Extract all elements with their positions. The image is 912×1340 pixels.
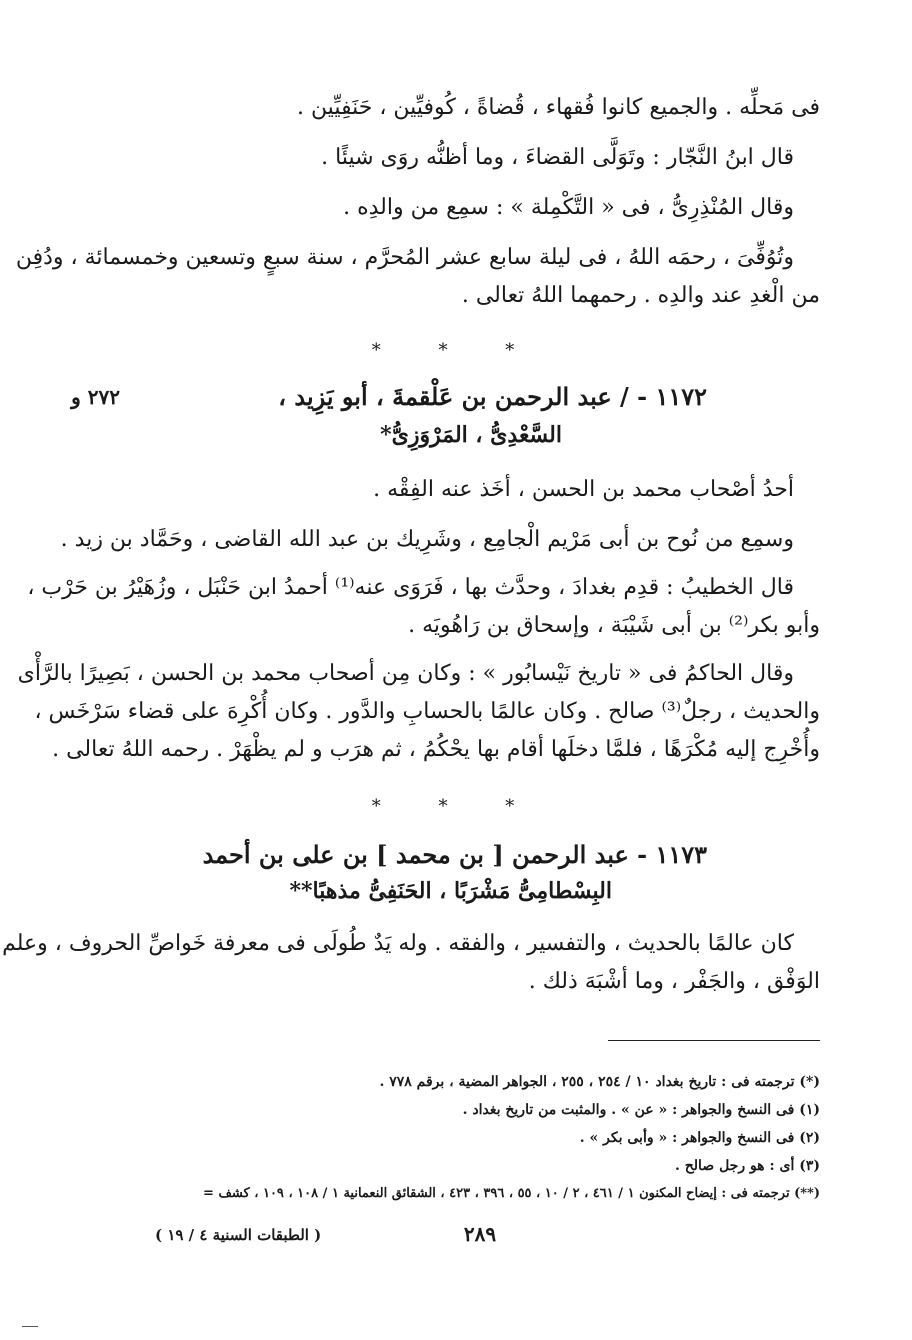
footnote: (**) ترجمته فى : إيضاح المكنون ١ / ٤٦١ ، ٢ / ١٠ ، ٥٥ ، ٣٩٦ ، ٤٢٣ ، الشقائق النعمانية ١ / ١٠٨ ، ١٠٩ ، كشف = bbox=[203, 1186, 820, 1201]
body-line: وأبو بكر⁽²⁾ بن أبى شَيْبَة ، وإسحاق بن رَاهُويَه . bbox=[408, 613, 820, 638]
body-line: وقال المُنْذِرِىُّ ، فى « التَّكْمِلة » : سمِع من والدِه . bbox=[343, 195, 794, 220]
footnote-rule bbox=[608, 1040, 820, 1041]
section-separator: * * * bbox=[371, 340, 541, 361]
body-line: من الْغدِ عند والدِه . رحمهما اللهُ تعالى . bbox=[461, 283, 820, 308]
footnote: (٢) فى النسخ والجواهر : « وأبى بكر » . bbox=[579, 1130, 820, 1146]
footnote: (٣) أى : هو رجل صالح . bbox=[674, 1158, 820, 1174]
footnote: (*) ترجمته فى : تاريخ بغداد ١٠ / ٢٥٤ ، ٢٥٥ ، الجواهر المضية ، برقم ٧٧٨ . bbox=[379, 1074, 820, 1090]
edition-reference: ( الطبقات السنية ٤ / ١٩ ) bbox=[155, 1226, 322, 1244]
body-line: وأُخْرِج إليه مُكْرَهًا ، فلمَّا دخلَها أقام بها يحْكُمُ ، ثم هرَب و لم يظْهَرْ . رحمه اللهُ تعالى . bbox=[52, 737, 820, 762]
body-line: وتُوُفِّىَ ، رحمَه اللهُ ، فى ليلة سابع عشر المُحرَّم ، سنة سبعٍ وتسعين وخمسمائة ، ودُفِن bbox=[15, 245, 794, 270]
section-separator: * * * bbox=[371, 796, 541, 817]
body-line: كان عالمًا بالحديث ، والتفسير ، والفقه . وله يَدٌ طُولَى فى معرفة خَواصِّ الحروف ، وعلم bbox=[2, 931, 794, 956]
entry-heading-1172: ١١٧٢ - / عبد الرحمن بن عَلْقمةَ ، أبو يَزِيد ، bbox=[278, 382, 707, 411]
body-line: قال الخطيبُ : قدِم بغدادَ ، وحدَّث بها ، فَرَوَى عنه⁽¹⁾ أحمدُ ابن حَنْبَل ، وزُهَيْرُ بن حَرْب ، bbox=[27, 575, 794, 600]
entry-heading-1172-nisba: السَّعْدِىُّ ، المَرْوَزِىُّ* bbox=[380, 422, 562, 448]
entry-heading-1173: ١١٧٣ - عبد الرحمن [ بن محمد ] بن على بن أحمد bbox=[202, 840, 707, 869]
body-line: أحدُ أصْحاب محمد بن الحسن ، أخَذ عنه الفِقْه . bbox=[373, 477, 794, 502]
body-line: فى مَحلِّه . والجميع كانوا فُقهاء ، قُضاةً ، كُوفيِّين ، حَنَفِيِّين . bbox=[296, 95, 820, 120]
margin-folio-note: ٢٧٢ و bbox=[71, 385, 120, 409]
body-line: الوَفْق ، والجَفْر ، وما أشْبَهَ ذلك . bbox=[528, 969, 820, 994]
body-line: وسمِع من نُوح بن أبى مَرْيم الْجامِع ، وشَرِيك بن عبد الله القاضى ، وحَمَّاد بن زيد . bbox=[60, 527, 794, 552]
page-number: ٢٨٩ bbox=[463, 1222, 497, 1246]
body-line: قال ابنُ النَّجّار : وتَوَلَّى القضاءَ ، وما أظنُّه روَى شيئًا . bbox=[321, 145, 794, 170]
footnote: (١) فى النسخ والجواهر : « عن » . والمثبت من تاريخ بغداد . bbox=[462, 1102, 820, 1118]
entry-heading-1173-nisba: البِسْطامِىُّ مَشْرَبًا ، الحَنَفِىُّ مذهبًا** bbox=[289, 878, 612, 904]
body-line: والحديث ، رجلٌ⁽³⁾ صالح . وكان عالمًا بالحسابِ والدَّور . وكان أُكْرِهَ على قضاء سَرْخَس ، bbox=[34, 699, 820, 724]
scan-mark bbox=[22, 1326, 38, 1327]
body-line: وقال الحاكمُ فى « تاريخ نَيْسابُور » : وكان مِن أصحاب محمد بن الحسن ، بَصِيرًا بالرَّأْى bbox=[17, 661, 794, 686]
